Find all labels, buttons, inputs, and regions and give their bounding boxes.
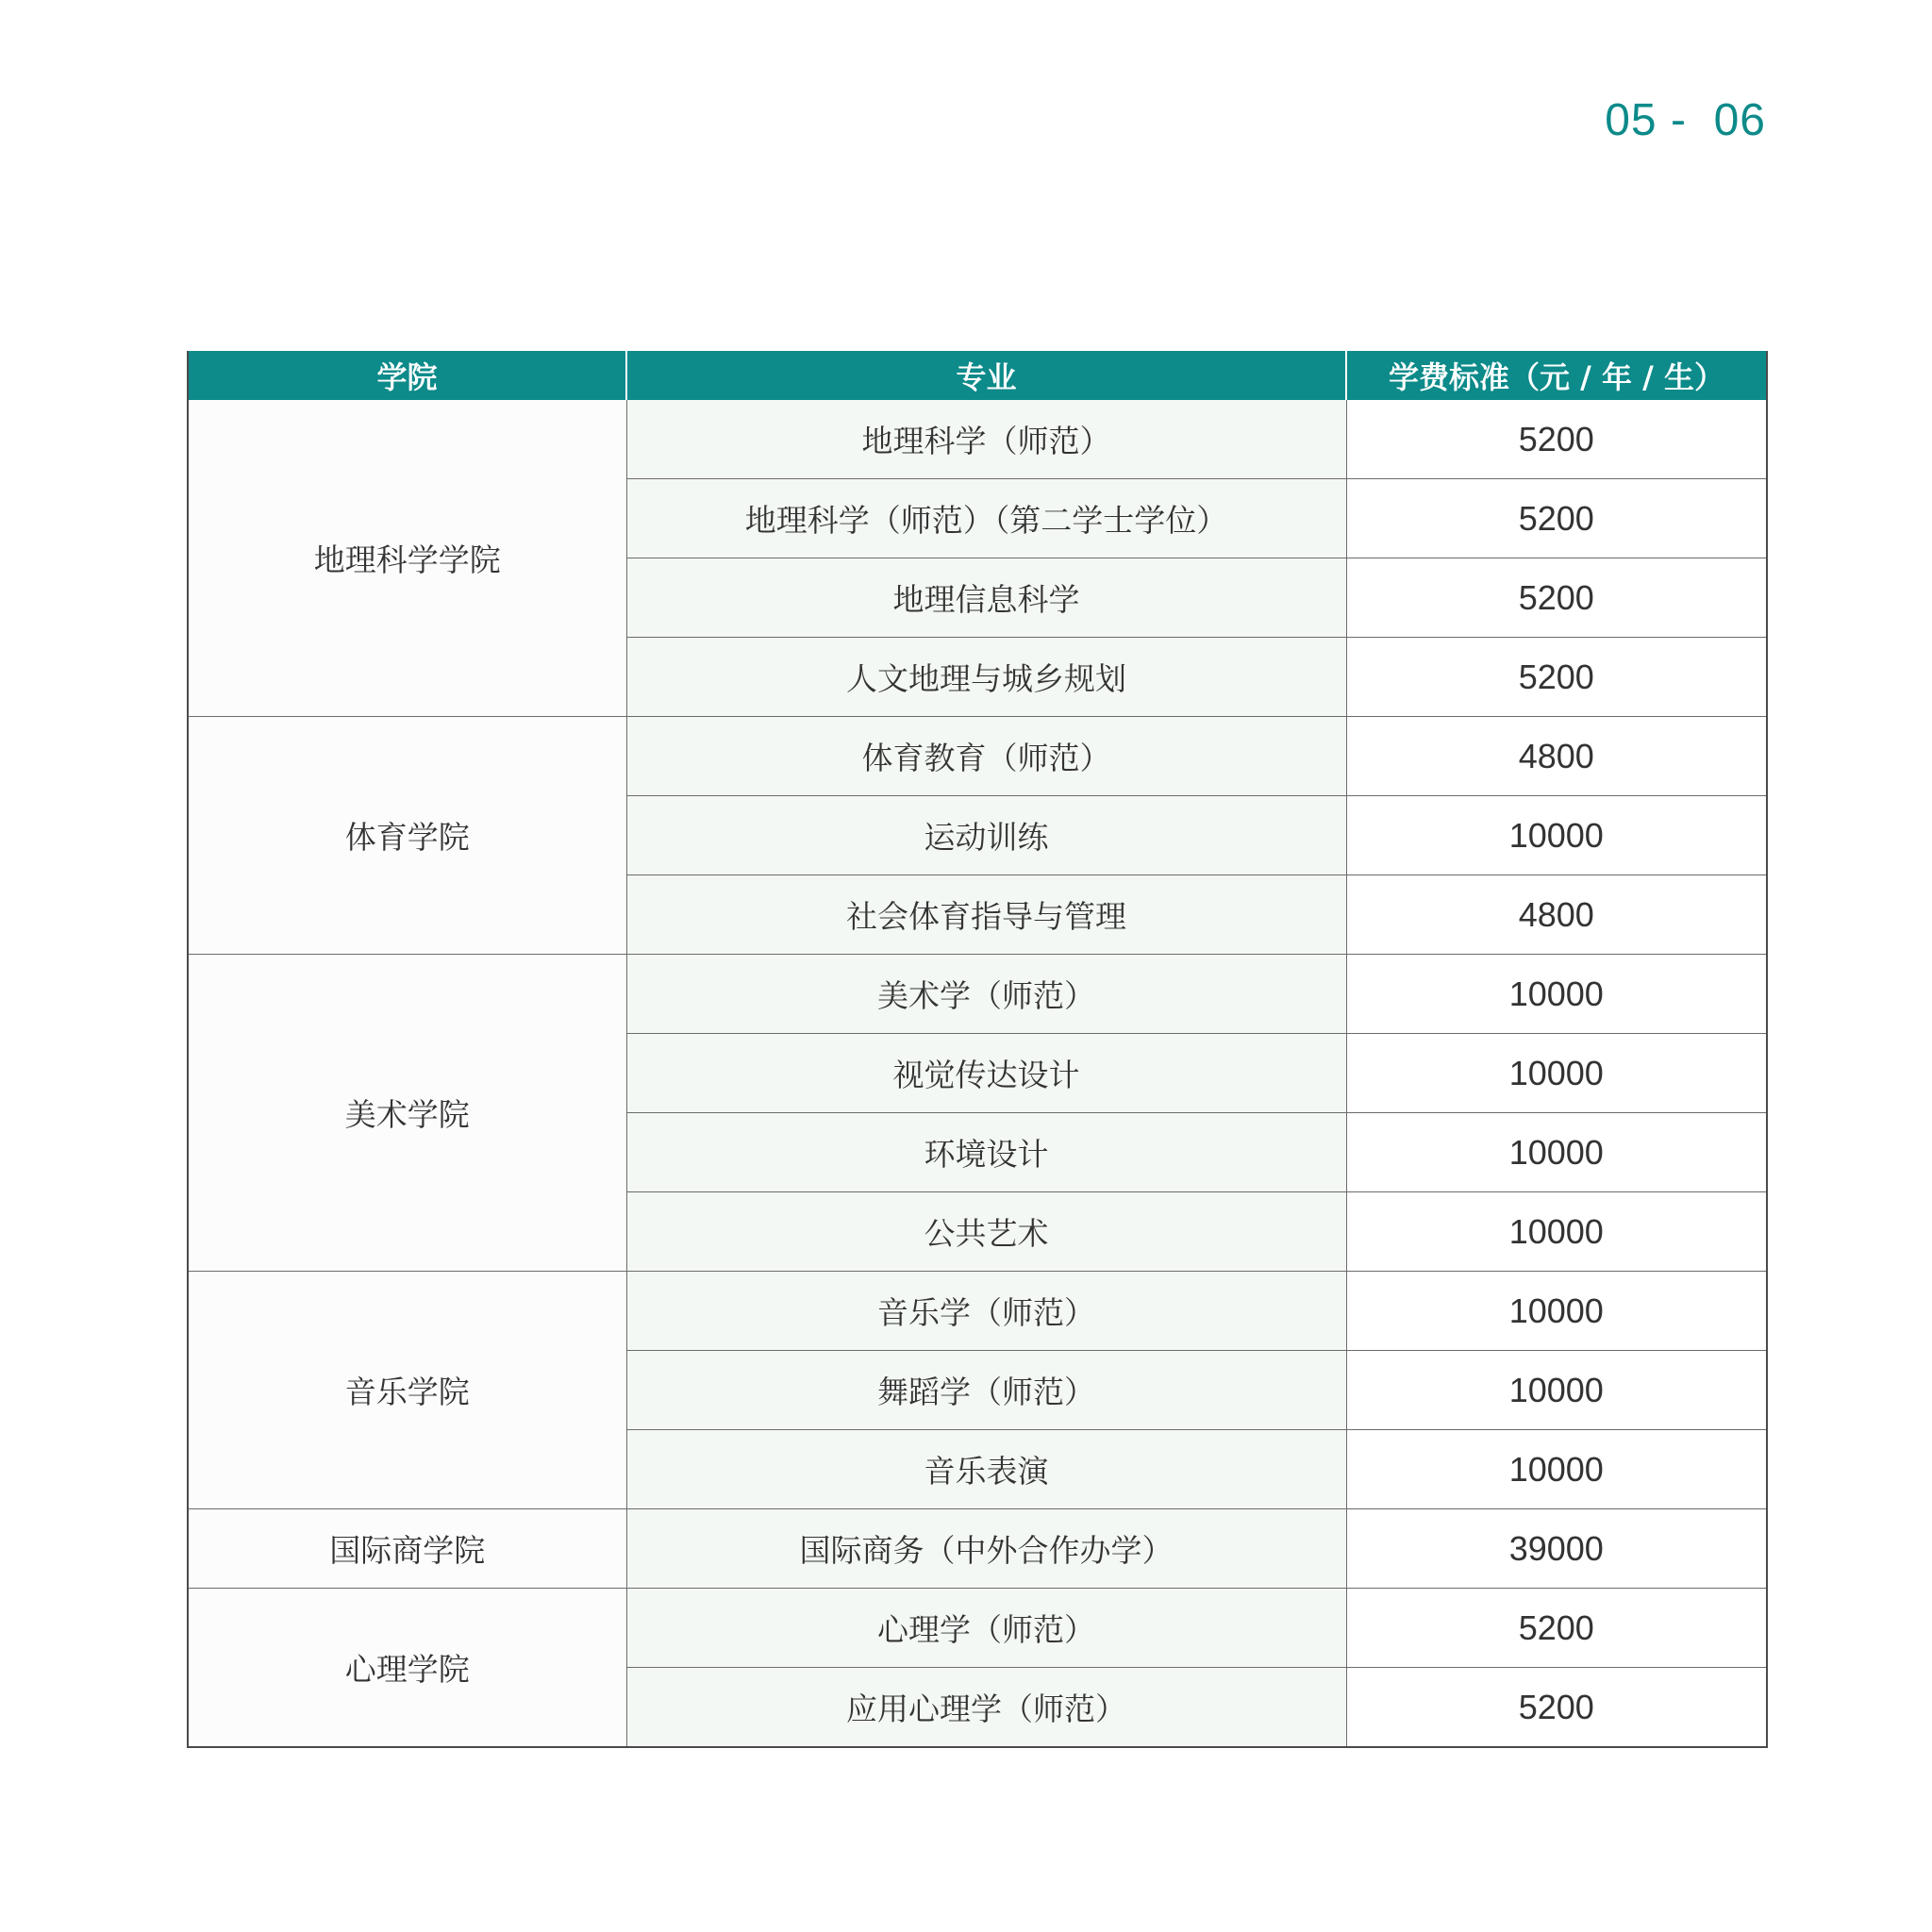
college-cell: 地理科学学院 [188, 400, 626, 717]
fee-cell: 10000 [1346, 1272, 1767, 1351]
fee-cell: 10000 [1346, 1113, 1767, 1192]
table-row [188, 717, 1767, 796]
fee-cell: 4800 [1346, 717, 1767, 796]
major-cell: 舞蹈学（师范） [626, 1351, 1346, 1430]
college-cell: 体育学院 [188, 717, 626, 955]
fee-cell: 5200 [1346, 400, 1767, 479]
tuition-fee-table [187, 351, 1768, 1748]
major-cell: 国际商务（中外合作办学） [626, 1509, 1346, 1589]
table-row [188, 400, 1767, 479]
fee-cell: 10000 [1346, 955, 1767, 1034]
fee-cell: 5200 [1346, 1668, 1767, 1748]
fee-cell: 39000 [1346, 1509, 1767, 1589]
table-row [188, 955, 1767, 1034]
major-cell: 视觉传达设计 [626, 1034, 1346, 1113]
fee-cell: 5200 [1346, 638, 1767, 717]
major-cell: 地理科学（师范）（第二学士学位） [626, 479, 1346, 558]
major-cell: 公共艺术 [626, 1192, 1346, 1272]
fee-cell: 10000 [1346, 1192, 1767, 1272]
major-cell: 心理学（师范） [626, 1589, 1346, 1668]
major-cell: 运动训练 [626, 796, 1346, 875]
major-cell: 应用心理学（师范） [626, 1668, 1346, 1748]
fee-cell: 10000 [1346, 1430, 1767, 1509]
page-number: 05 - 06 [1605, 95, 1766, 145]
major-cell: 音乐表演 [626, 1430, 1346, 1509]
fee-cell: 4800 [1346, 875, 1767, 955]
major-cell: 地理科学（师范） [626, 400, 1346, 479]
table-row [188, 1272, 1767, 1351]
major-cell: 体育教育（师范） [626, 717, 1346, 796]
major-cell: 音乐学（师范） [626, 1272, 1346, 1351]
header-fee: 学费标准（元 / 年 / 生） [1346, 351, 1767, 400]
major-cell: 美术学（师范） [626, 955, 1346, 1034]
header-college: 学院 [188, 351, 626, 400]
table-header-row [188, 351, 1767, 400]
fee-cell: 5200 [1346, 1589, 1767, 1668]
major-cell: 社会体育指导与管理 [626, 875, 1346, 955]
fee-cell: 10000 [1346, 1351, 1767, 1430]
header-major: 专业 [626, 351, 1346, 400]
college-cell: 国际商学院 [188, 1509, 626, 1589]
major-cell: 环境设计 [626, 1113, 1346, 1192]
table-row [188, 1509, 1767, 1589]
major-cell: 地理信息科学 [626, 558, 1346, 638]
fee-cell: 5200 [1346, 479, 1767, 558]
fee-cell: 5200 [1346, 558, 1767, 638]
college-cell: 美术学院 [188, 955, 626, 1272]
college-cell: 心理学院 [188, 1589, 626, 1748]
major-cell: 人文地理与城乡规划 [626, 638, 1346, 717]
table-row [188, 1589, 1767, 1668]
fee-cell: 10000 [1346, 1034, 1767, 1113]
fee-cell: 10000 [1346, 796, 1767, 875]
college-cell: 音乐学院 [188, 1272, 626, 1509]
